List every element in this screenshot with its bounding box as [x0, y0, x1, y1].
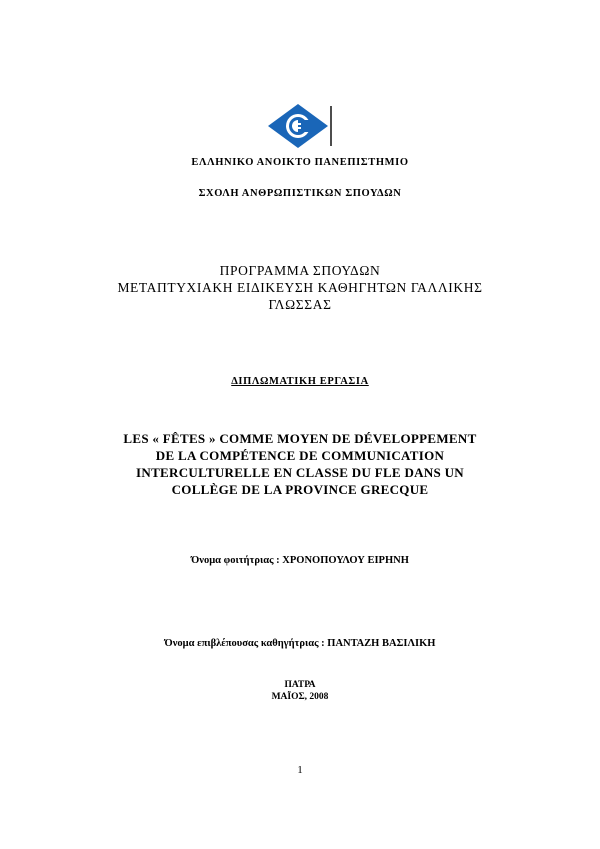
- date: ΜΑΪΟΣ, 2008: [271, 692, 329, 702]
- thesis-title-line-4: COLLÈGE DE LA PROVINCE GRECQUE: [171, 482, 429, 497]
- student-label: Όνομα φοιτήτριας :: [191, 555, 280, 566]
- thesis-title-line-3: INTERCULTURELLE EN CLASSE DU FLE DANS UN: [136, 465, 464, 480]
- student-line: [0, 555, 600, 566]
- program-specialization-line-2: ΓΛΩΣΣΑΣ: [268, 297, 332, 312]
- thesis-label: ΔΙΠΛΩΜΑΤΙΚΗ ΕΡΓΑΣΙΑ: [231, 376, 369, 387]
- page-number: 1: [297, 764, 303, 776]
- university-name: ΕΛΛΗΝΙΚΟ ΑΝΟΙΚΤΟ ΠΑΝΕΠΙΣΤΗΜΙΟ: [191, 157, 409, 168]
- supervisor-line: [0, 638, 600, 649]
- thesis-title-line-2: DE LA COMPÉTENCE DE COMMUNICATION: [155, 448, 445, 463]
- school-name: ΣΧΟΛΗ ΑΝΘΡΩΠΙΣΤΙΚΩΝ ΣΠΟΥΔΩΝ: [198, 188, 402, 199]
- university-logo-icon: [268, 104, 332, 148]
- thesis-title-line-1: LES « FÊTES » COMME MOYEN DE DÉVELOPPEMENT: [123, 431, 477, 446]
- program-specialization-line-1: ΜΕΤΑΠΤΥΧΙΑΚΗ ΕΙΔΙΚΕΥΣΗ ΚΑΘΗΓΗΤΩΝ ΓΑΛΛΙΚΗΣ: [117, 280, 483, 295]
- supervisor-name: ΠΑΝΤΑΖΗ ΒΑΣΙΛΙΚΗ: [327, 638, 436, 649]
- supervisor-label: Όνομα επιβλέπουσας καθηγήτριας :: [164, 638, 325, 649]
- program-title: ΠΡΟΓΡΑΜΜΑ ΣΠΟΥΔΩΝ: [219, 263, 381, 278]
- city: ΠΑΤΡΑ: [284, 680, 316, 690]
- student-name: ΧΡΟΝΟΠΟΥΛΟΥ ΕΙΡΗΝΗ: [282, 555, 409, 566]
